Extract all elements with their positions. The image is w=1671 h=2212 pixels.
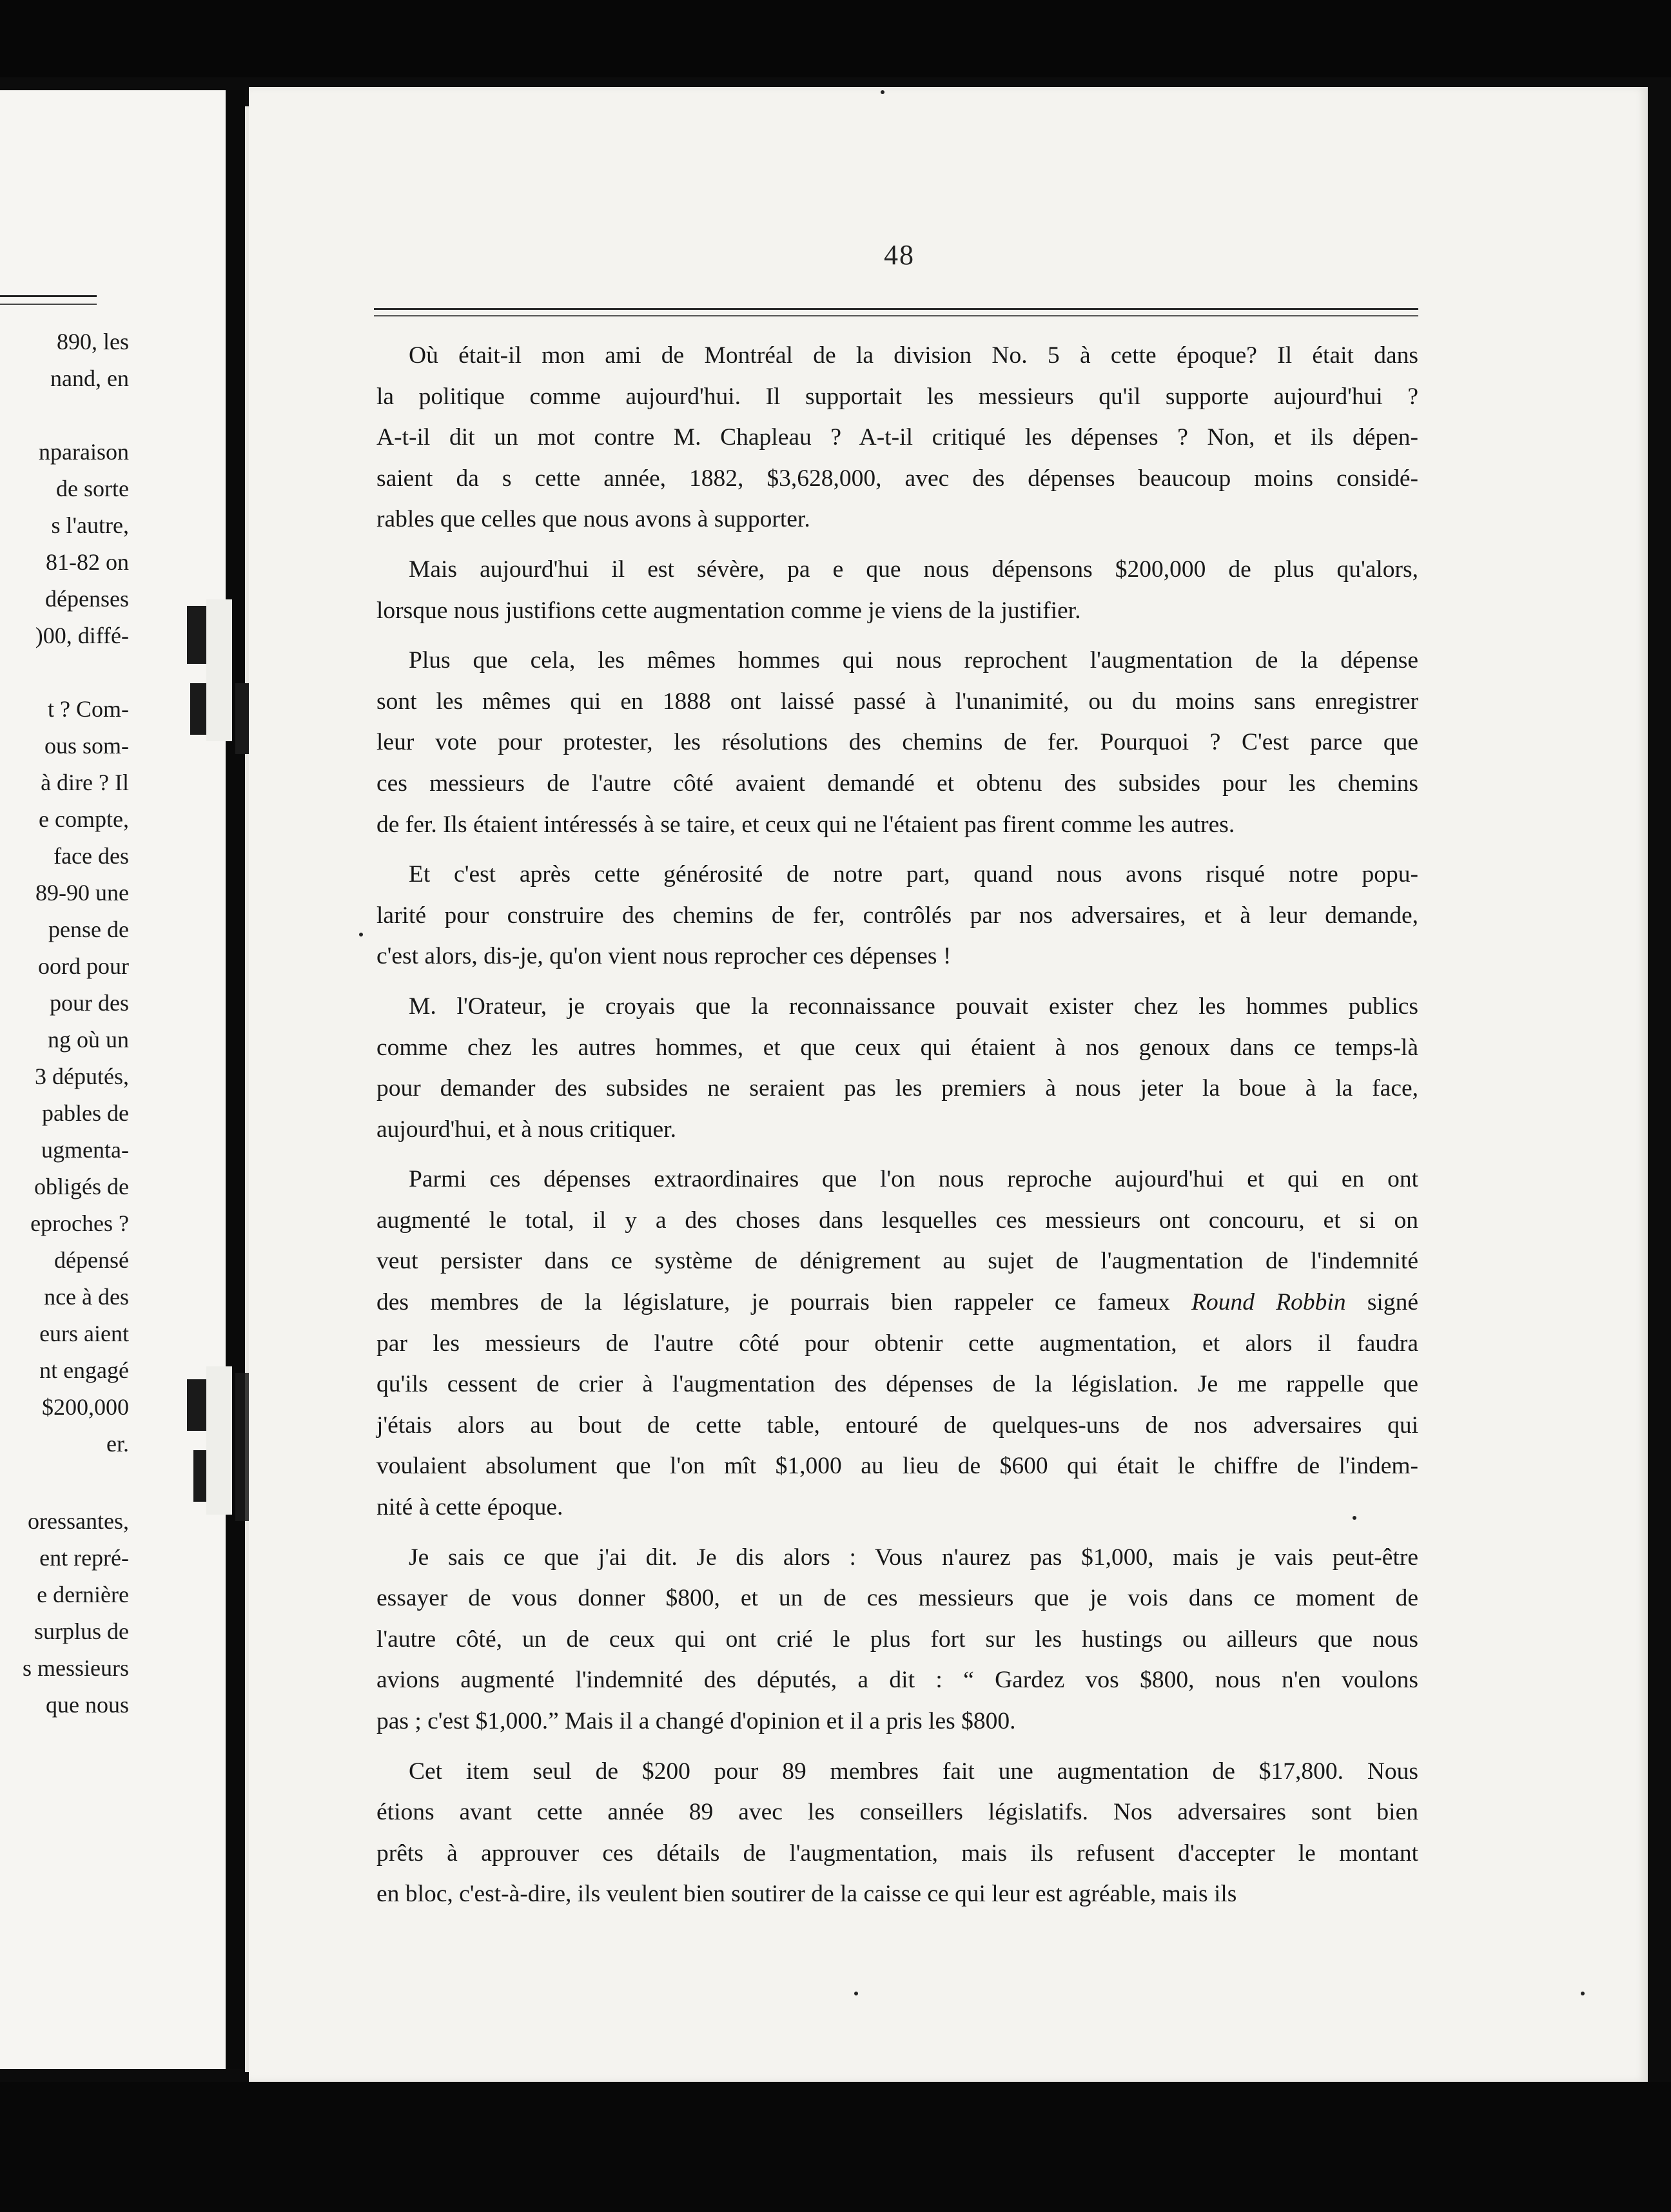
left-page-line: 81-82 on: [46, 549, 129, 575]
binding-tape-mark: [206, 1366, 232, 1515]
text-line: des membres de la législature, je pourrais bien rappeler ce fameux Round Robbin signé: [376, 1289, 1418, 1316]
left-page-line: à dire ? Il: [41, 770, 129, 795]
text-line: saient da s cette année, 1882, $3,628,000, avec des dépenses beaucoup moins considé-: [376, 465, 1418, 492]
text-line: Cet item seul de $200 pour 89 membres fait une augmentation de $17,800. Nous: [409, 1758, 1418, 1785]
text-line: c'est alors, dis-je, qu'on vient nous reprocher ces dépenses !: [376, 943, 952, 970]
left-page-line: eproches ?: [30, 1210, 129, 1236]
text-line: rables que celles que nous avons à supporter.: [376, 506, 810, 533]
left-page-line: $200,000: [42, 1394, 129, 1420]
scan-border-bottom: [0, 2082, 1671, 2212]
text-line: lorsque nous justifions cette augmentation comme je viens de la justifier.: [376, 597, 1081, 624]
ink-speck: [359, 933, 363, 936]
left-page-line: nparaison: [39, 439, 129, 465]
paragraph: [376, 1159, 1418, 1528]
left-page-line: ous som-: [44, 733, 129, 759]
text-line: par les messieurs de l'autre côté pour obtenir cette augmentation, et alors il faudra: [376, 1330, 1418, 1357]
text-line: nité à cette époque.: [376, 1494, 563, 1521]
left-page-line: 3 députés,: [35, 1063, 129, 1089]
left-page-line: surplus de: [34, 1618, 129, 1644]
ink-speck: [1581, 1992, 1585, 1995]
text-line: la politique comme aujourd'hui. Il supportait les messieurs qu'il supporte aujourd'hui ?: [376, 383, 1418, 410]
paragraph: [376, 1751, 1418, 1915]
binding-tape-mark: [190, 683, 206, 735]
text-line: Je sais ce que j'ai dit. Je dis alors : Vous n'aurez pas $1,000, mais je vais peut-être: [409, 1544, 1418, 1571]
left-page-line: dépenses: [45, 586, 129, 612]
text-line: l'autre côté, un de ceux qui ont crié le plus fort sur les hustings ou ailleurs que nous: [376, 1625, 1418, 1653]
binding-tape-mark: [206, 599, 232, 741]
body-text: [376, 335, 1418, 1924]
text-line: j'étais alors au bout de cette table, entouré de quelques-uns de nos adversaires qui: [376, 1412, 1418, 1439]
text-line: de fer. Ils étaient intéressés à se taire, et ceux qui ne l'étaient pas firent comme les autres.: [376, 811, 1235, 838]
text-line: A-t-il dit un mot contre M. Chapleau ? A-t-il critiqué les dépenses ? Non, et ils dépen-: [376, 424, 1418, 451]
left-page-line: dépensé: [54, 1247, 129, 1273]
left-page-line: de sorte: [56, 476, 129, 501]
text-line: en bloc, c'est-à-dire, ils veulent bien soutirer de la caisse ce qui leur est agréable, mais ils: [376, 1881, 1237, 1908]
text-line: étions avant cette année 89 avec les conseillers législatifs. Nos adversaires sont bien: [376, 1799, 1418, 1826]
left-page-line: 89-90 une: [35, 880, 129, 906]
paragraph: [376, 335, 1418, 540]
ink-speck: [881, 90, 884, 94]
text-line: Où était-il mon ami de Montréal de la division No. 5 à cette époque? Il était dans: [409, 342, 1418, 369]
text-line: Parmi ces dépenses extraordinaires que l'on nous reproche aujourd'hui et qui en ont: [409, 1166, 1418, 1193]
paragraph: [376, 1537, 1418, 1742]
left-page-line: e dernière: [37, 1582, 129, 1607]
left-page-fragment: [0, 90, 226, 2069]
left-page-line: pense de: [48, 917, 129, 942]
page-number: 48: [884, 239, 915, 271]
text-line: avions augmenté l'indemnité des députés, a dit : “ Gardez vos $800, nous n'en voulons: [376, 1667, 1418, 1694]
left-page-line: oord pour: [38, 953, 129, 979]
text-line: M. l'Orateur, je croyais que la reconnaissance pouvait exister chez les hommes publics: [409, 993, 1418, 1020]
paragraph: [376, 854, 1418, 977]
text-line: augmenté le total, il y a des choses dans lesquelles ces messieurs ont concouru, et si on: [376, 1207, 1418, 1234]
text-line: comme chez les autres hommes, et que ceux qui étaient à nos genoux dans ce temps-là: [376, 1034, 1418, 1061]
text-line: Et c'est après cette générosité de notre part, quand nous avons risqué notre popu-: [409, 861, 1418, 888]
text-line: voulaient absolument que l'on mît $1,000 au lieu de $600 qui était le chiffre de l'indem-: [376, 1453, 1418, 1480]
left-page-line: oressantes,: [28, 1508, 129, 1534]
text-line: essayer de vous donner $800, et un de ces messieurs que je vois dans ce moment de: [376, 1585, 1418, 1612]
paragraph: [376, 986, 1418, 1150]
left-page-line: 890, les: [57, 329, 129, 354]
binding-tape-mark: [187, 1379, 206, 1431]
text-line: leur vote pour protester, les résolutions des chemins de fer. Pourquoi ? C'est parce que: [376, 729, 1418, 756]
text-line: qu'ils cessent de crier à l'augmentation des dépenses de la législation. Je me rappelle que: [376, 1371, 1418, 1398]
text-line: veut persister dans ce système de dénigrement au sujet de l'augmentation de l'indemnité: [376, 1248, 1418, 1275]
text-line: aujourd'hui, et à nous critiquer.: [376, 1116, 676, 1143]
ink-speck: [854, 1992, 858, 1995]
left-page-line: pour des: [50, 990, 129, 1016]
left-page-rule: [0, 295, 97, 305]
left-page-line: ng où un: [48, 1027, 129, 1053]
text-line: ces messieurs de l'autre côté avaient demandé et obtenu des subsides pour les chemins: [376, 770, 1418, 797]
left-page-line: face des: [54, 843, 129, 869]
left-page-line: obligés de: [34, 1174, 129, 1199]
scan-border-top: [0, 0, 1671, 77]
left-page-line: )00, diffé-: [35, 623, 129, 648]
left-page-line: nt engagé: [39, 1357, 129, 1383]
left-page-line: e compte,: [39, 806, 129, 832]
text-line: prêts à approuver ces détails de l'augmentation, mais ils refusent d'accepter le montant: [376, 1839, 1418, 1867]
text-line: pas ; c'est $1,000.” Mais il a changé d'opinion et il a pris les $800.: [376, 1708, 1016, 1734]
paragraph: [376, 640, 1418, 845]
left-page-line: eurs aient: [39, 1321, 129, 1346]
left-page-line: er.: [106, 1431, 129, 1457]
text-line: pour demander des subsides ne seraient pas les premiers à nous jeter la boue à la face,: [376, 1075, 1418, 1102]
text-line: sont les mêmes qui en 1888 ont laissé passé à l'unanimité, ou du moins sans enregistrer: [376, 688, 1418, 715]
left-page-line: ent repré-: [39, 1545, 129, 1571]
binding-tape-mark: [187, 606, 206, 664]
left-page-line: pables de: [42, 1100, 129, 1126]
paragraph: [376, 549, 1418, 631]
left-page-line: s l'autre,: [51, 512, 129, 538]
left-page-line: que nous: [46, 1692, 129, 1718]
text-line: larité pour construire des chemins de fer, contrôlés par nos adversaires, et à leur demande,: [376, 902, 1418, 929]
text-line: Mais aujourd'hui il est sévère, pa e que nous dépensons $200,000 de plus qu'alors,: [409, 556, 1418, 583]
left-page-line: nce à des: [44, 1284, 129, 1310]
binding-gutter: [226, 90, 245, 2069]
left-page-line: s messieurs: [23, 1655, 129, 1681]
header-rule: [374, 308, 1418, 316]
left-page-line: nand, en: [50, 365, 129, 391]
left-page-line: t ? Com-: [48, 696, 129, 722]
text-line: Plus que cela, les mêmes hommes qui nous reprochent l'augmentation de la dépense: [409, 647, 1418, 674]
ink-speck: [1353, 1516, 1356, 1520]
left-page-line: ugmenta-: [41, 1137, 129, 1163]
